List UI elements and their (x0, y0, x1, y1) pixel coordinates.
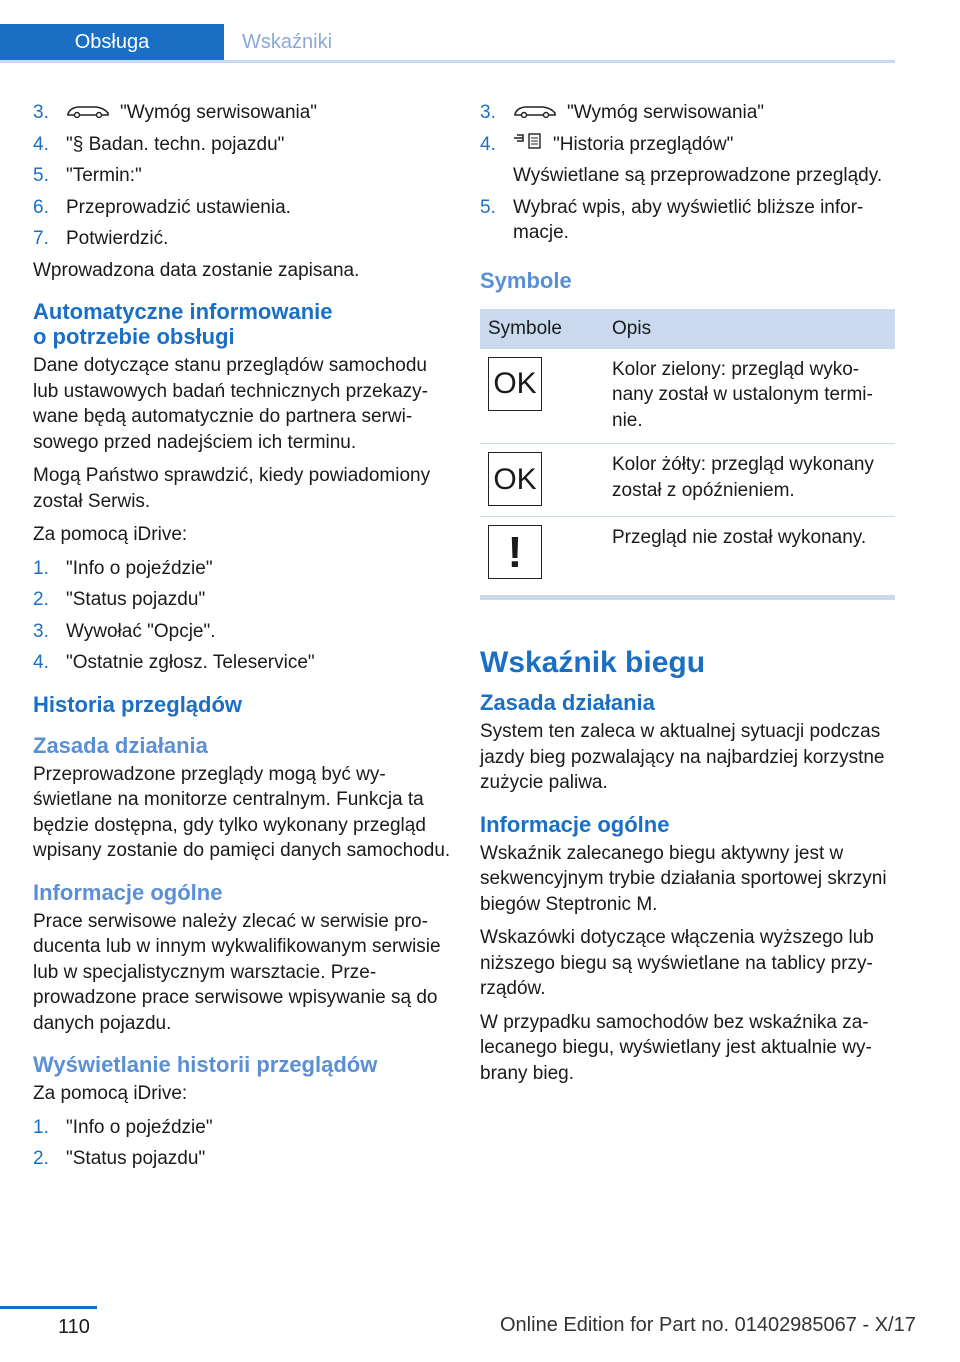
paragraph: Wskaźnik zalecanego biegu aktywny jest w sekwencyjnym trybie działania sportowej skrzyni biegów Steptronic M. (480, 842, 887, 915)
table-bottom-rule (480, 595, 895, 600)
list-item: 3. Wywołać "Opcje". (33, 620, 216, 642)
left-column (33, 100, 453, 1178)
paragraph: Za pomocą iDrive: (33, 524, 188, 546)
car-icon (66, 100, 110, 126)
paragraph: Wskazówki dotyczące włączenia wyższego lub niższego biegu są wyświetlane na tablicy przyrządów. (480, 927, 874, 1000)
step-text: "Wymóg serwisowania" (120, 102, 318, 123)
subheading-gear-zasada: Zasada działania (480, 690, 655, 716)
paragraph: Za pomocą iDrive: (33, 1083, 188, 1105)
steps-list-1 (33, 100, 453, 252)
subheading-zasada: Zasada działania (33, 732, 208, 758)
paragraph: Mogą Państwo sprawdzić, kiedy powiadomiony został Serwis. (33, 465, 431, 512)
page-number-rule (0, 1306, 97, 1309)
table-row (480, 349, 895, 444)
header-divider (0, 60, 895, 63)
table-header-description: Opis (604, 309, 895, 349)
section-heading-history: Historia przeglądów (33, 691, 243, 717)
step-number: 7. (33, 228, 49, 250)
subheading-info: Informacje ogólne (33, 879, 223, 905)
paragraph: Dane dotyczące stanu przeglądów samochodu lub ustawowych badań technicznych przekazywane będą automatycznie do partnera serwisowego przed nadejściem ich terminu. (33, 355, 428, 453)
steps-list-3 (33, 1115, 453, 1172)
table-cell-description: Przegląd nie został wykonany. (612, 527, 867, 549)
ok-green-icon: OK (488, 357, 542, 411)
step-number: 4. (33, 133, 49, 155)
paragraph: Prace serwisowe należy zlecać w serwisie producenta lub w innym wykwalifikowanym serwisie lub w specjalistycznym warsztacie. Przeprowadzone prace serwisowe wpisywanie są do danych pojazdu. (33, 910, 441, 1034)
list-item (33, 163, 453, 189)
tab-wskazniki[interactable]: Wskaźniki (242, 31, 333, 53)
list-item: 5. Wybrać wpis, aby wyświetlić bliższe informacje. (480, 196, 864, 244)
page-number-block (0, 1300, 97, 1340)
edition-note: Online Edition for Part no. 01402985067 - X/17 (500, 1314, 916, 1336)
list-item: 3. "Wymóg serwisowania" (480, 100, 895, 126)
right-column (480, 100, 895, 1094)
list-item (33, 132, 453, 158)
section-heading-symbole: Symbole (480, 267, 572, 293)
symbols-table (480, 309, 895, 590)
subheading-gear-info: Informacje ogólne (480, 811, 670, 837)
step-text: "§ Badan. techn. pojazdu" (66, 133, 285, 155)
list-item: 2. "Status pojazdu" (33, 589, 206, 611)
step-text: Potwierdzić. (66, 228, 169, 250)
top-navigation (0, 0, 960, 62)
table-row (480, 444, 895, 517)
table-cell-description: Kolor zielony: przegląd wykonany został w ustalonym terminie. (604, 349, 895, 444)
step-text: "Termin:" (66, 165, 142, 187)
step-description: Wyświetlane są przeprowadzone przeglądy. (513, 165, 883, 187)
warning-exclamation-icon: ! (488, 525, 542, 579)
list-item: 4. "Ostatnie zgłosz. Teleservice" (33, 652, 315, 674)
table-cell-description: Kolor żółty: przegląd wykonany został z opóźnieniem. (604, 444, 895, 517)
list-item: 1. "Info o pojeździe" (33, 1116, 213, 1138)
step-text: Przeprowadzić ustawienia. (66, 196, 291, 218)
ok-yellow-icon: OK (488, 452, 542, 506)
tab-obsluga[interactable]: Obsługa (0, 24, 224, 61)
paragraph: Przeprowadzone przeglądy mogą być wyświetlane na monitorze centralnym. Funkcja ta będzie dostępna, gdy tylko wykonany przegląd wpisany zostanie do pamięci danych samochodu. (33, 763, 451, 862)
list-item (33, 195, 453, 221)
car-icon (513, 100, 557, 126)
subheading-wyswietlanie: Wyświetlanie historii przeglądów (33, 1052, 378, 1078)
list-item: 2. "Status pojazdu" (33, 1148, 206, 1170)
step-number: 5. (33, 165, 49, 187)
service-history-icon (513, 132, 543, 158)
section-heading-gear: Wskaźnik biegu (480, 646, 706, 680)
step-number: 6. (33, 196, 49, 218)
saved-note: Wprowadzona data zostanie zapisana. (33, 259, 360, 281)
list-item (33, 100, 453, 126)
step-number: 3. (33, 102, 49, 123)
paragraph: System ten zaleca w aktualnej sytuacji podczas jazdy bieg pozwalający na najbardziej korzystne zużycie paliwa. (480, 721, 885, 794)
paragraph: W przypadku samochodów bez wskaźnika zalecanego biegu, wyświetlany jest aktualnie wybrany bieg. (480, 1011, 872, 1084)
list-item (33, 226, 453, 252)
table-header-symbol: Symbole (480, 309, 604, 349)
page-number: 110 (58, 1316, 90, 1338)
section-heading-auto: Automatyczne informowanie o potrzebie obsługi (33, 299, 333, 350)
table-row (480, 517, 895, 590)
steps-list-right (480, 100, 895, 246)
steps-list-2 (33, 556, 453, 676)
list-item: 1. "Info o pojeździe" (33, 557, 213, 579)
list-item: 4. "Historia przeglądów" Wyświetlane są przeprowadzone przeglądy. (480, 132, 895, 189)
